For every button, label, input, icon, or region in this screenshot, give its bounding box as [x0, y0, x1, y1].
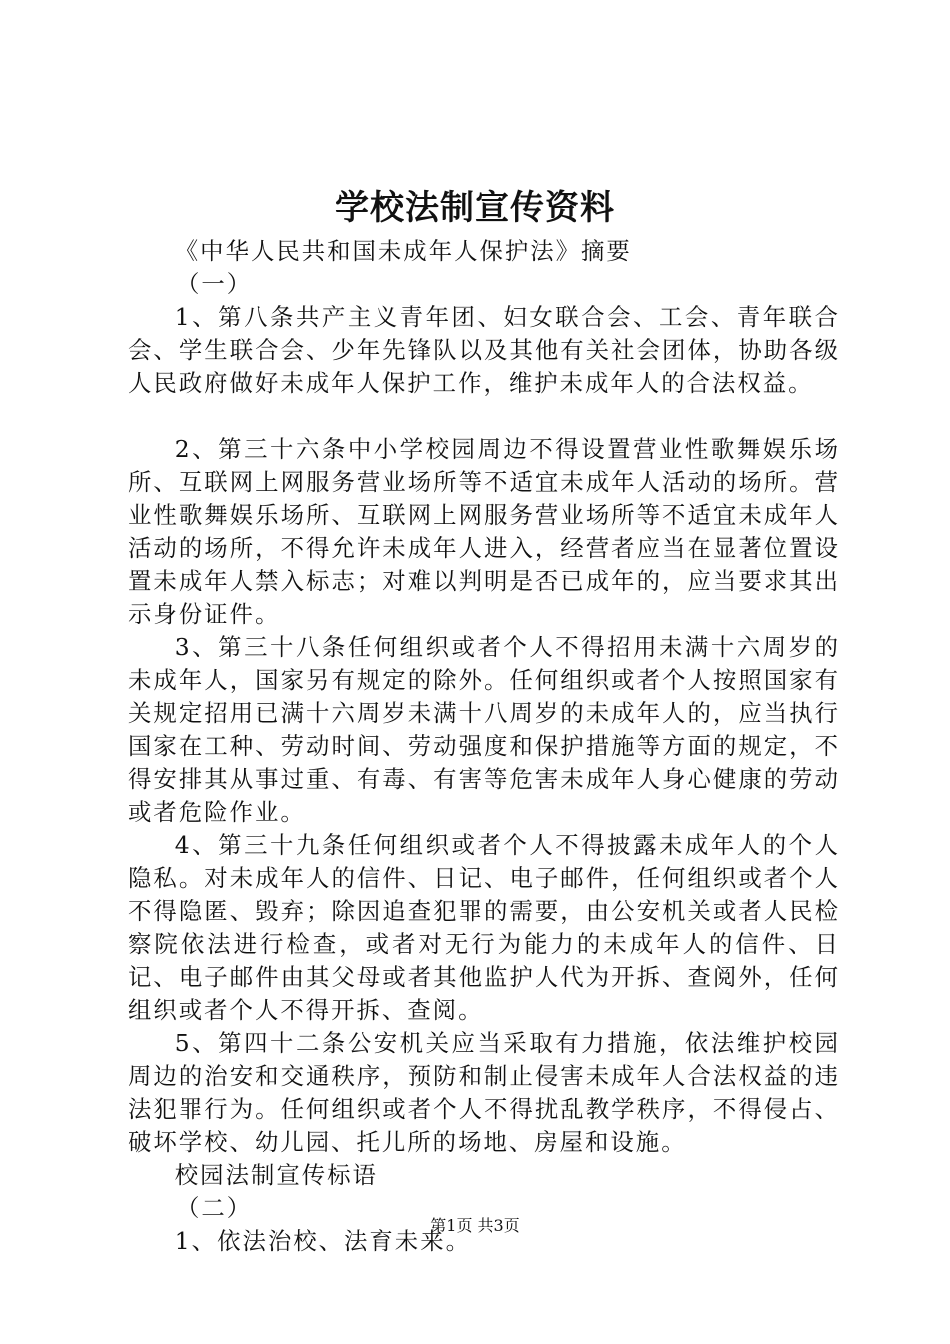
paragraph-item-4: 4、第三十九条任何组织或者个人不得披露未成年人的个人隐私。对未成年人的信件、日记、电子邮件，任何组织或者个人不得隐匿、毁弃；除因追查犯罪的需要，由公安机关或者人民检察院依法进行检查，或者对无行为能力的未成年人的信件、日记、电子邮件由其父母或者其他监护人代为开拆、查阅外，任何组织或者个人不得开拆、查阅。: [128, 831, 840, 1024]
paragraph-item-2: 2、第三十六条中小学校园周边不得设置营业性歌舞娱乐场所、互联网上网服务营业场所等不适宜未成年人活动的场所。营业性歌舞娱乐场所、互联网上网服务营业场所等不适宜未成年人活动的场所，不得允许未成年人进入，经营者应当在显著位置设置未成年人禁入标志；对难以判明是否已成年的，应当要求其出示身份证件。: [128, 435, 840, 628]
paragraph-item-5: 5、第四十二条公安机关应当采取有力措施，依法维护校园周边的治安和交通秩序，预防和制止侵害未成年人合法权益的违法犯罪行为。任何组织或者个人不得扰乱教学秩序，不得侵占、破坏学校、幼儿园、托儿所的场地、房屋和设施。: [128, 1029, 840, 1156]
slogan-item-1: 1、依法治校、法育未来。: [174, 1227, 471, 1255]
document-body: [128, 235, 840, 1258]
section-one-marker: （一）: [176, 270, 253, 298]
paragraph-item-1: 1、第八条共产主义青年团、妇女联合会、工会、青年联合会、学生联合会、少年先锋队以及其他有关社会团体，协助各级人民政府做好未成年人保护工作，维护未成年人的合法权益。: [128, 303, 840, 397]
document-title: 学校法制宣传资料: [335, 188, 615, 228]
page-footer: 第1页 共3页: [430, 1216, 520, 1235]
law-heading: 《中华人民共和国未成年人保护法》摘要: [174, 237, 632, 265]
slogan-heading: 校园法制宣传标语: [174, 1161, 378, 1189]
section-two-marker: （二）: [176, 1194, 253, 1222]
paragraph-item-3: 3、第三十八条任何组织或者个人不得招用未满十六周岁的未成年人，国家另有规定的除外。任何组织或者个人按照国家有关规定招用已满十六周岁未满十八周岁的未成年人的，应当执行国家在工种、劳动时间、劳动强度和保护措施等方面的规定，不得安排其从事过重、有毒、有害等危害未成年人身心健康的劳动或者危险作业。: [128, 633, 840, 826]
